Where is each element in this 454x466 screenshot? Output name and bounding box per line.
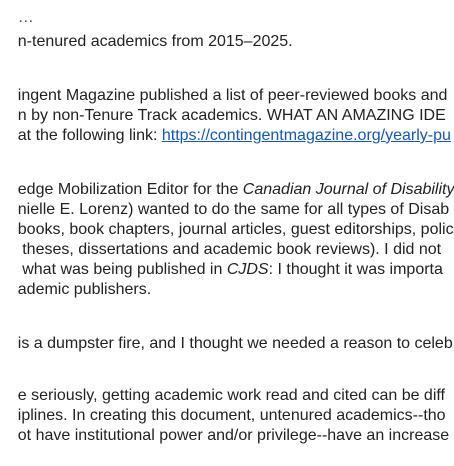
p2-line-6-text: ademic publishers. — [17, 281, 152, 298]
p3-line-1 — [0, 314, 453, 374]
p2-line-3-text: books, book chapters, journal articles, guest editorships, polic — [17, 221, 454, 238]
p2-line-6 — [0, 260, 151, 320]
p4-line-1-text: e seriously, getting academic work read and cited can be diff — [17, 387, 445, 404]
p4-line-3-text: ot have institutional power and/or privilege--have an increase — [17, 427, 450, 444]
p2-line-5-suffix: : I thought it was importa — [268, 261, 443, 278]
intro-line-2-text: n-tenured academics from 2015–2025. — [17, 33, 293, 50]
p4-line-2-text: iplines. In creating this document, untenured academics--tho — [17, 407, 446, 424]
p2-line-5-prefix: what was being published in — [17, 261, 227, 278]
p2-line-1-prefix: edge Mobilization Editor for the — [17, 181, 243, 198]
p1-line-3 — [0, 106, 451, 166]
p1-line-1-text: ingent Magazine published a list of peer-reviewed books and — [17, 87, 448, 104]
p1-line-2-text: n by non-Tenure Track academics. WHAT AN AMAZING IDE — [17, 107, 446, 124]
contingent-magazine-link[interactable]: https://contingentmagazine.org/yearly-pu — [161, 127, 451, 144]
journal-title: Canadian Journal of Disability — [242, 181, 454, 198]
p1-line-3-prefix: at the following link: — [17, 127, 162, 144]
p4-line-3 — [0, 406, 449, 466]
p3-line-1-text: is a dumpster fire, and I thought we needed a reason to celeb — [17, 335, 453, 352]
p2-line-4-text: theses, dissertations and academic book reviews). I did not — [17, 241, 442, 258]
journal-abbrev: CJDS — [226, 261, 269, 278]
intro-line-1-text: … — [17, 9, 34, 26]
p2-line-2-text: nielle E. Lorenz) wanted to do the same for all types of Disab — [17, 201, 450, 218]
intro-line-2 — [0, 12, 293, 72]
